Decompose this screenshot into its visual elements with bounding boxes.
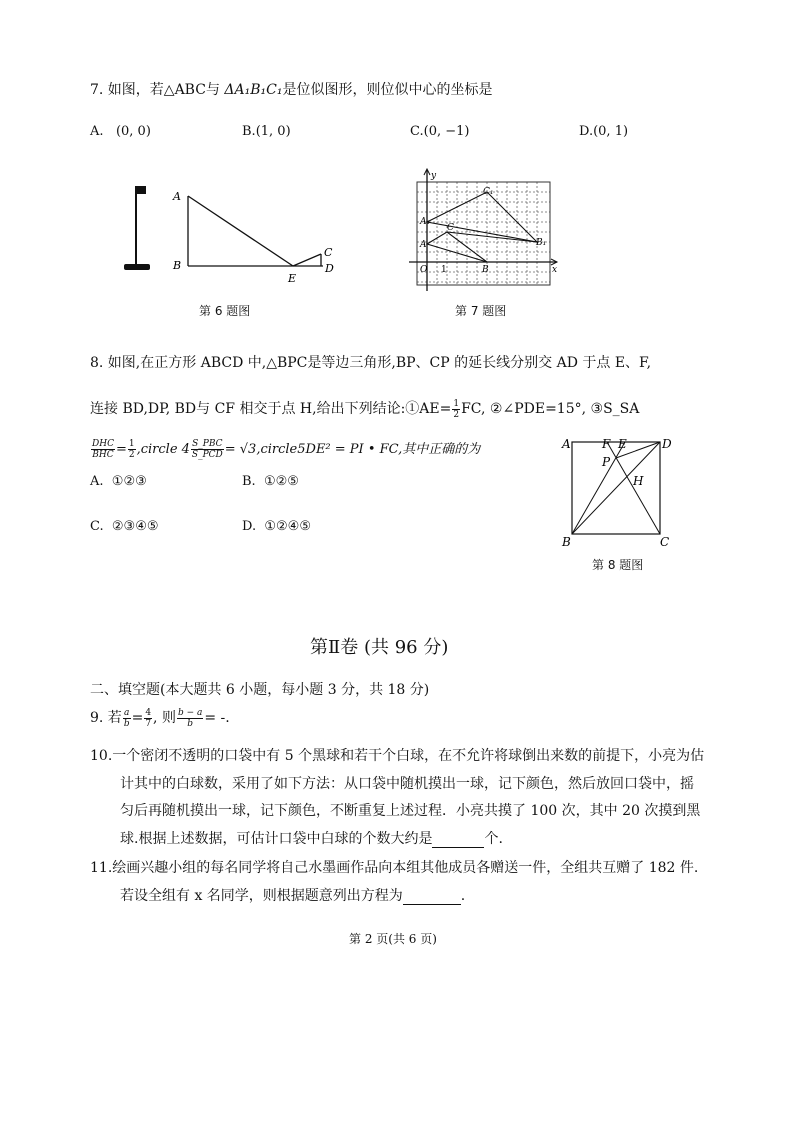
fig8-label-b: B: [562, 535, 571, 549]
fig8-label-e: E: [618, 437, 627, 451]
q7-triangle: ΔA₁B₁C₁: [224, 82, 283, 98]
q7-stem: 7. 如图，若△ABC与 ΔA₁B₁C₁是位似图形，则位似中心的坐标是: [90, 82, 493, 98]
q11-line2: 若设全组有 x 名同学，则根据题意列出方程为 .: [120, 888, 466, 904]
fig8-caption: 第 8 题图: [592, 558, 644, 572]
fig6-label-a: A: [173, 190, 181, 203]
fig6-segment-ae: [188, 196, 293, 266]
q7-option-d: D.(0, 1): [579, 124, 629, 139]
q8-option-c: C. ②③④⑤: [90, 519, 159, 534]
fig8-label-h: H: [633, 474, 644, 488]
fig6-caption: 第 6 题图: [199, 304, 251, 318]
fig6-flag: [136, 186, 146, 194]
q8-line2: 连接 BD,DP, BD与 CF 相交于点 H,给出下列结论:①AE= $\frac{1}{2}$ FC, ②∠PDE=15°, ③S_SA: [90, 398, 640, 420]
fig6-label-c: C: [324, 246, 333, 259]
fig8-label-a: A: [562, 437, 571, 451]
fig7-label-a1: A₁: [420, 217, 431, 227]
fig6-segment-ec: [293, 254, 321, 266]
q11-line1: 11.绘画兴趣小组的每名同学将自己水墨画作品向本组其他成员各赠送一件，全组共互赠了 182 件.: [90, 860, 699, 876]
fig7-label-y: y: [431, 171, 437, 181]
q10-line1: 10.一个密闭不透明的口袋中有 5 个黑球和若干个白球，在不允许将球倒出来数的前提下，小亮为估: [90, 748, 705, 764]
fig7-caption: 第 7 题图: [455, 304, 507, 318]
q8-option-b: B. ①②⑤: [242, 474, 299, 489]
fig7-label-a: A: [420, 240, 427, 250]
q7-option-a: A. (0, 0): [90, 124, 151, 139]
q8-option-a: A. ①②③: [90, 474, 147, 489]
fig6-label-d: D: [325, 262, 334, 275]
fig7-label-o: O: [420, 265, 428, 275]
fig7-label-b: B: [482, 265, 489, 275]
q7-option-c: C.(0, −1): [410, 124, 470, 139]
part2-title: 第Ⅱ卷 (共 96 分): [310, 637, 449, 658]
page-footer: 第 2 页(共 6 页): [349, 932, 437, 946]
fig7-diagram: [405, 168, 567, 293]
q9: 9. 若 $\frac{a}{b}$ = $\frac{4}{7}$ , 则 $\frac{b - a}{b}$ = -.: [90, 707, 230, 729]
fig8-diagonal-bd: [572, 442, 660, 534]
fig8-label-f: F: [602, 437, 611, 451]
q10-line3: 匀后再随机摸出一球，记下颜色，不断重复上述过程．小亮共摸了 100 次，其中 20 次摸到黑: [120, 803, 701, 819]
q8-line1: 8. 如图,在正方形 ABCD 中,△BPC是等边三角形,BP、CP 的延长线分别交 AD 于点 E、F,: [90, 355, 652, 371]
fig7-label-one: 1: [441, 265, 447, 275]
fig6-label-b: B: [173, 259, 182, 272]
fig6-flag-base: [124, 264, 150, 270]
fig8-diagram: [558, 432, 678, 550]
fig8-label-c: C: [660, 535, 670, 549]
q10-answer-blank[interactable]: [432, 831, 484, 848]
fig8-label-d: D: [662, 437, 672, 451]
q11-answer-blank[interactable]: [403, 888, 461, 905]
fig8-line-be: [572, 442, 625, 534]
fig6-label-e: E: [288, 272, 297, 285]
fig7-label-c: C: [447, 223, 454, 233]
fig6-diagram: [118, 178, 348, 288]
q8-line3: $\frac{\text{DHC}}{\text{BHC}}$ = $\frac{1}{2}$ ,circle 4 $\frac{\text{S\_PBC}}{\text{S\_PCD}}$ = √3,circle5DE² = PI • FC,其中正确的为: [92, 439, 481, 460]
q10-line2: 计其中的白球数，采用了如下方法：从口袋中随机摸出一球，记下颜色，然后放回口袋中，摇: [120, 776, 694, 792]
q10-line4: 球.根据上述数据，可估计口袋中白球的个数大约是 个.: [120, 831, 503, 847]
section-heading: 二、填空题(本大题共 6 小题，每小题 3 分，共 18 分): [90, 682, 430, 698]
fig7-label-x: x: [552, 265, 558, 275]
q7-option-b: B.(1, 0): [242, 124, 291, 139]
fig7-label-b1: B₁: [536, 238, 547, 248]
q8-option-d: D. ①②④⑤: [242, 519, 311, 534]
fig8-line-cf: [607, 442, 660, 534]
fig8-label-p: P: [602, 455, 611, 469]
fig7-label-c1: C₁: [483, 187, 494, 197]
